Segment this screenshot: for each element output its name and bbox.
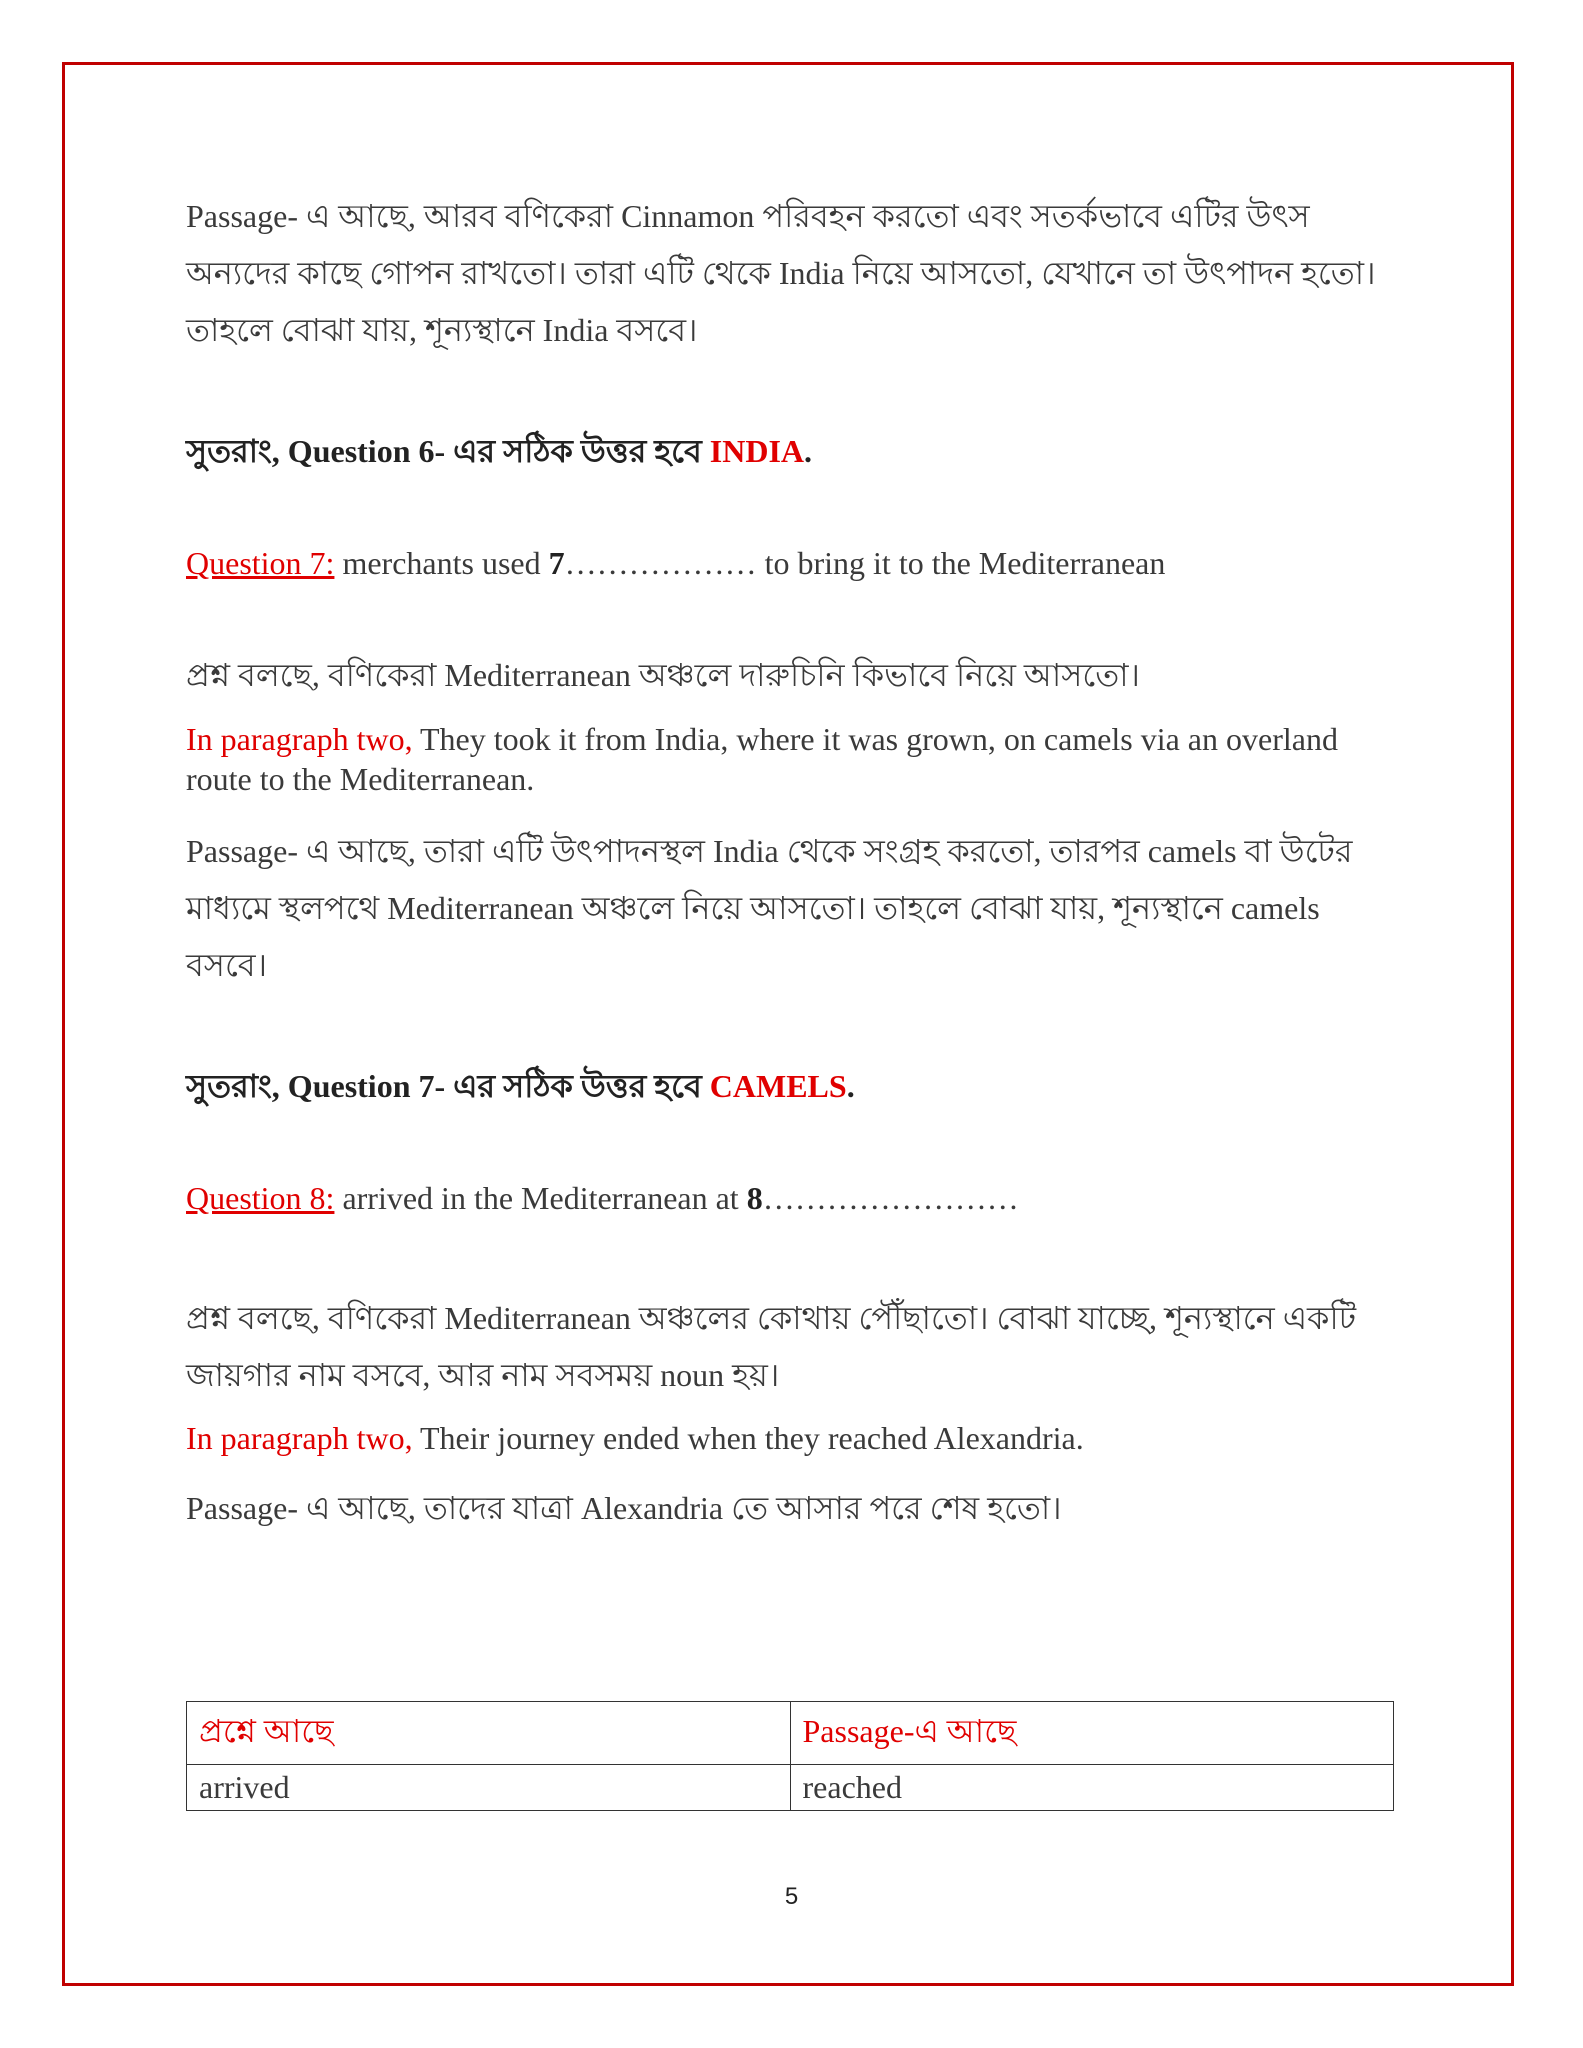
- question-7-blank: ……………… to bring it to the Mediterranean: [564, 545, 1166, 581]
- question-8-number: 8: [746, 1180, 763, 1216]
- question-8-explanation: প্রশ্ন বলছে, বণিকেরা Mediterranean অঞ্চলের কোথায় পৌঁছাতো। বোঝা যাচ্ছে, শূন্যস্থানে একটি জায়গার নাম বসবে, আর নাম সবসময় noun হয়।: [186, 1300, 1357, 1393]
- answer-q6: [186, 431, 1406, 471]
- answer-q7: [186, 1066, 1406, 1106]
- answer-q6-value: INDIA: [709, 433, 805, 469]
- answer-q7-suffix: .: [846, 1068, 855, 1104]
- table-cell: reached: [790, 1765, 1394, 1811]
- passage-paragraph-q7: Passage- এ আছে, তারা এটি উৎপাদনস্থল India থেকে সংগ্রহ করতো, তারপর camels বা উটের মাধ্যমে স্থলপথে Mediterranean অঞ্চলে নিয়ে আসতো। তাহলে বোঝা যায়, শূন্যস্থানে camels বসবে।: [186, 833, 1353, 983]
- question-7-text: merchants used: [334, 545, 549, 581]
- question-8-blank: ……………………: [762, 1180, 1019, 1216]
- table-header-cell: প্রশ্নে আছে: [187, 1702, 791, 1765]
- passage-paragraph-q8: Passage- এ আছে, তাদের যাত্রা Alexandria তে আসার পরে শেষ হতো।: [186, 1490, 1062, 1526]
- answer-q6-suffix: .: [804, 433, 813, 469]
- question-8-text: arrived in the Mediterranean at: [334, 1180, 747, 1216]
- page-number: 5: [784, 1883, 799, 1910]
- table-header-cell: Passage-এ আছে: [790, 1702, 1394, 1765]
- question-8: [186, 1178, 1406, 1218]
- page-content: [186, 188, 1406, 1528]
- question-7-number: 7: [548, 545, 565, 581]
- question-7-label: Question 7:: [186, 545, 335, 581]
- question-8-label: Question 8:: [186, 1180, 335, 1216]
- table-cell: arrived: [187, 1765, 791, 1811]
- table-row: [187, 1765, 1394, 1811]
- comparison-table: [186, 1701, 1394, 1811]
- table-header-row: [187, 1702, 1394, 1765]
- reference-label: In paragraph two,: [186, 1420, 413, 1456]
- question-7: [186, 543, 1406, 583]
- paragraph-reference-q8: [186, 1418, 1406, 1458]
- answer-q7-value: CAMELS: [709, 1068, 847, 1104]
- paragraph-reference-q7: [186, 719, 1406, 799]
- passage-paragraph-q6: Passage- এ আছে, আরব বণিকেরা Cinnamon পরিবহন করতো এবং সতর্কভাবে এটির উৎস অন্যদের কাছে গোপন রাখতো। তারা এটি থেকে India নিয়ে আসতো, যেখানে তা উৎপাদন হতো। তাহলে বোঝা যায়, শূন্যস্থানে India বসবে।: [186, 198, 1376, 348]
- reference-label: In paragraph two,: [186, 721, 413, 757]
- question-7-explanation: প্রশ্ন বলছে, বণিকেরা Mediterranean অঞ্চলে দারুচিনি কিভাবে নিয়ে আসতো।: [186, 657, 1140, 693]
- reference-text: Their journey ended when they reached Alexandria.: [412, 1420, 1084, 1456]
- reference-text: They took it from India, where it was grown, on camels via an overland route to the Mediterranean.: [186, 721, 1338, 797]
- answer-q7-prefix: সুতরাং, Question 7- এর সঠিক উত্তর হবে: [186, 1068, 710, 1104]
- answer-q6-prefix: সুতরাং, Question 6- এর সঠিক উত্তর হবে: [186, 433, 710, 469]
